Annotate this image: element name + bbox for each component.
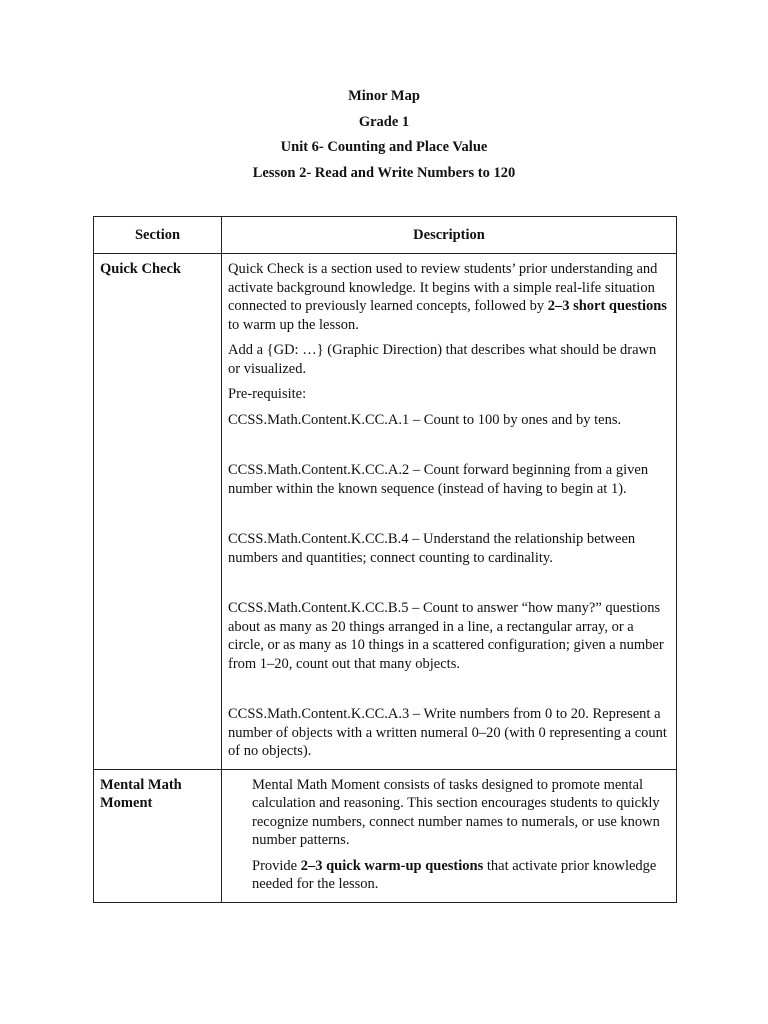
minor-map-table (93, 216, 677, 903)
section-label-mental-math: Mental Math Moment (94, 769, 222, 902)
table-row-mental-math (94, 769, 677, 902)
standard-item: CCSS.Math.Content.K.CC.B.5 – Count to answer “how many?” questions about as many as 20 things arranged in a line, a rectangular array, or a circle, or as many as 10 things in a scattered configuration; given a number from 1–20, count out that many objects. (228, 600, 664, 672)
section-label-quick-check: Quick Check (94, 254, 222, 770)
standard-item: CCSS.Math.Content.K.CC.A.2 – Count forward beginning from a given number within the known sequence (instead of having to begin at 1). (228, 462, 649, 497)
table-header-row (94, 217, 677, 254)
prerequisite-label: Pre-requisite: (228, 386, 307, 402)
standard-item: CCSS.Math.Content.K.CC.B.4 – Understand the relationship between numbers and quantities; connect counting to cardinality. (228, 531, 636, 566)
mental-math-intro: Mental Math Moment consists of tasks designed to promote mental calculation and reasoning. This section encourages students to quickly recognize numbers, connect number names to numerals, or use known number patterns. (252, 776, 660, 848)
graphic-direction-note: Add a {GD: …} (Graphic Direction) that describes what should be drawn or visualized. (228, 342, 657, 377)
mental-math-provide: Provide 2–3 quick warm-up questions that activate prior knowledge needed for the lesson. (252, 857, 657, 892)
standard-item: CCSS.Math.Content.K.CC.A.1 – Count to 100 by ones and by tens. (228, 411, 622, 428)
standard-item: CCSS.Math.Content.K.CC.A.3 – Write numbers from 0 to 20. Represent a number of objects with a written numeral 0–20 (with 0 representing a count of no objects). (228, 706, 667, 759)
description-quick-check (222, 254, 677, 770)
quick-check-emphasis: 2–3 short questions (547, 298, 667, 314)
doc-title: Minor Map (348, 88, 420, 104)
quick-check-intro: Quick Check is a section used to review students’ prior understanding and activate background knowledge. It begins with a simple real-life situation connected to previously learned concepts, followed by 2–3 short questions to warm up the lesson. (228, 261, 667, 333)
mental-math-emphasis: 2–3 quick warm-up questions (300, 857, 484, 874)
document-header (0, 86, 768, 188)
description-mental-math (222, 769, 677, 902)
grade-heading: Grade 1 (358, 113, 410, 130)
lesson-heading: Lesson 2- Read and Write Numbers to 120 (252, 164, 516, 181)
column-header-section: Section (94, 217, 222, 254)
unit-heading: Unit 6- Counting and Place Value (280, 139, 488, 155)
column-header-description: Description (222, 217, 677, 254)
table-row-quick-check (94, 254, 677, 770)
